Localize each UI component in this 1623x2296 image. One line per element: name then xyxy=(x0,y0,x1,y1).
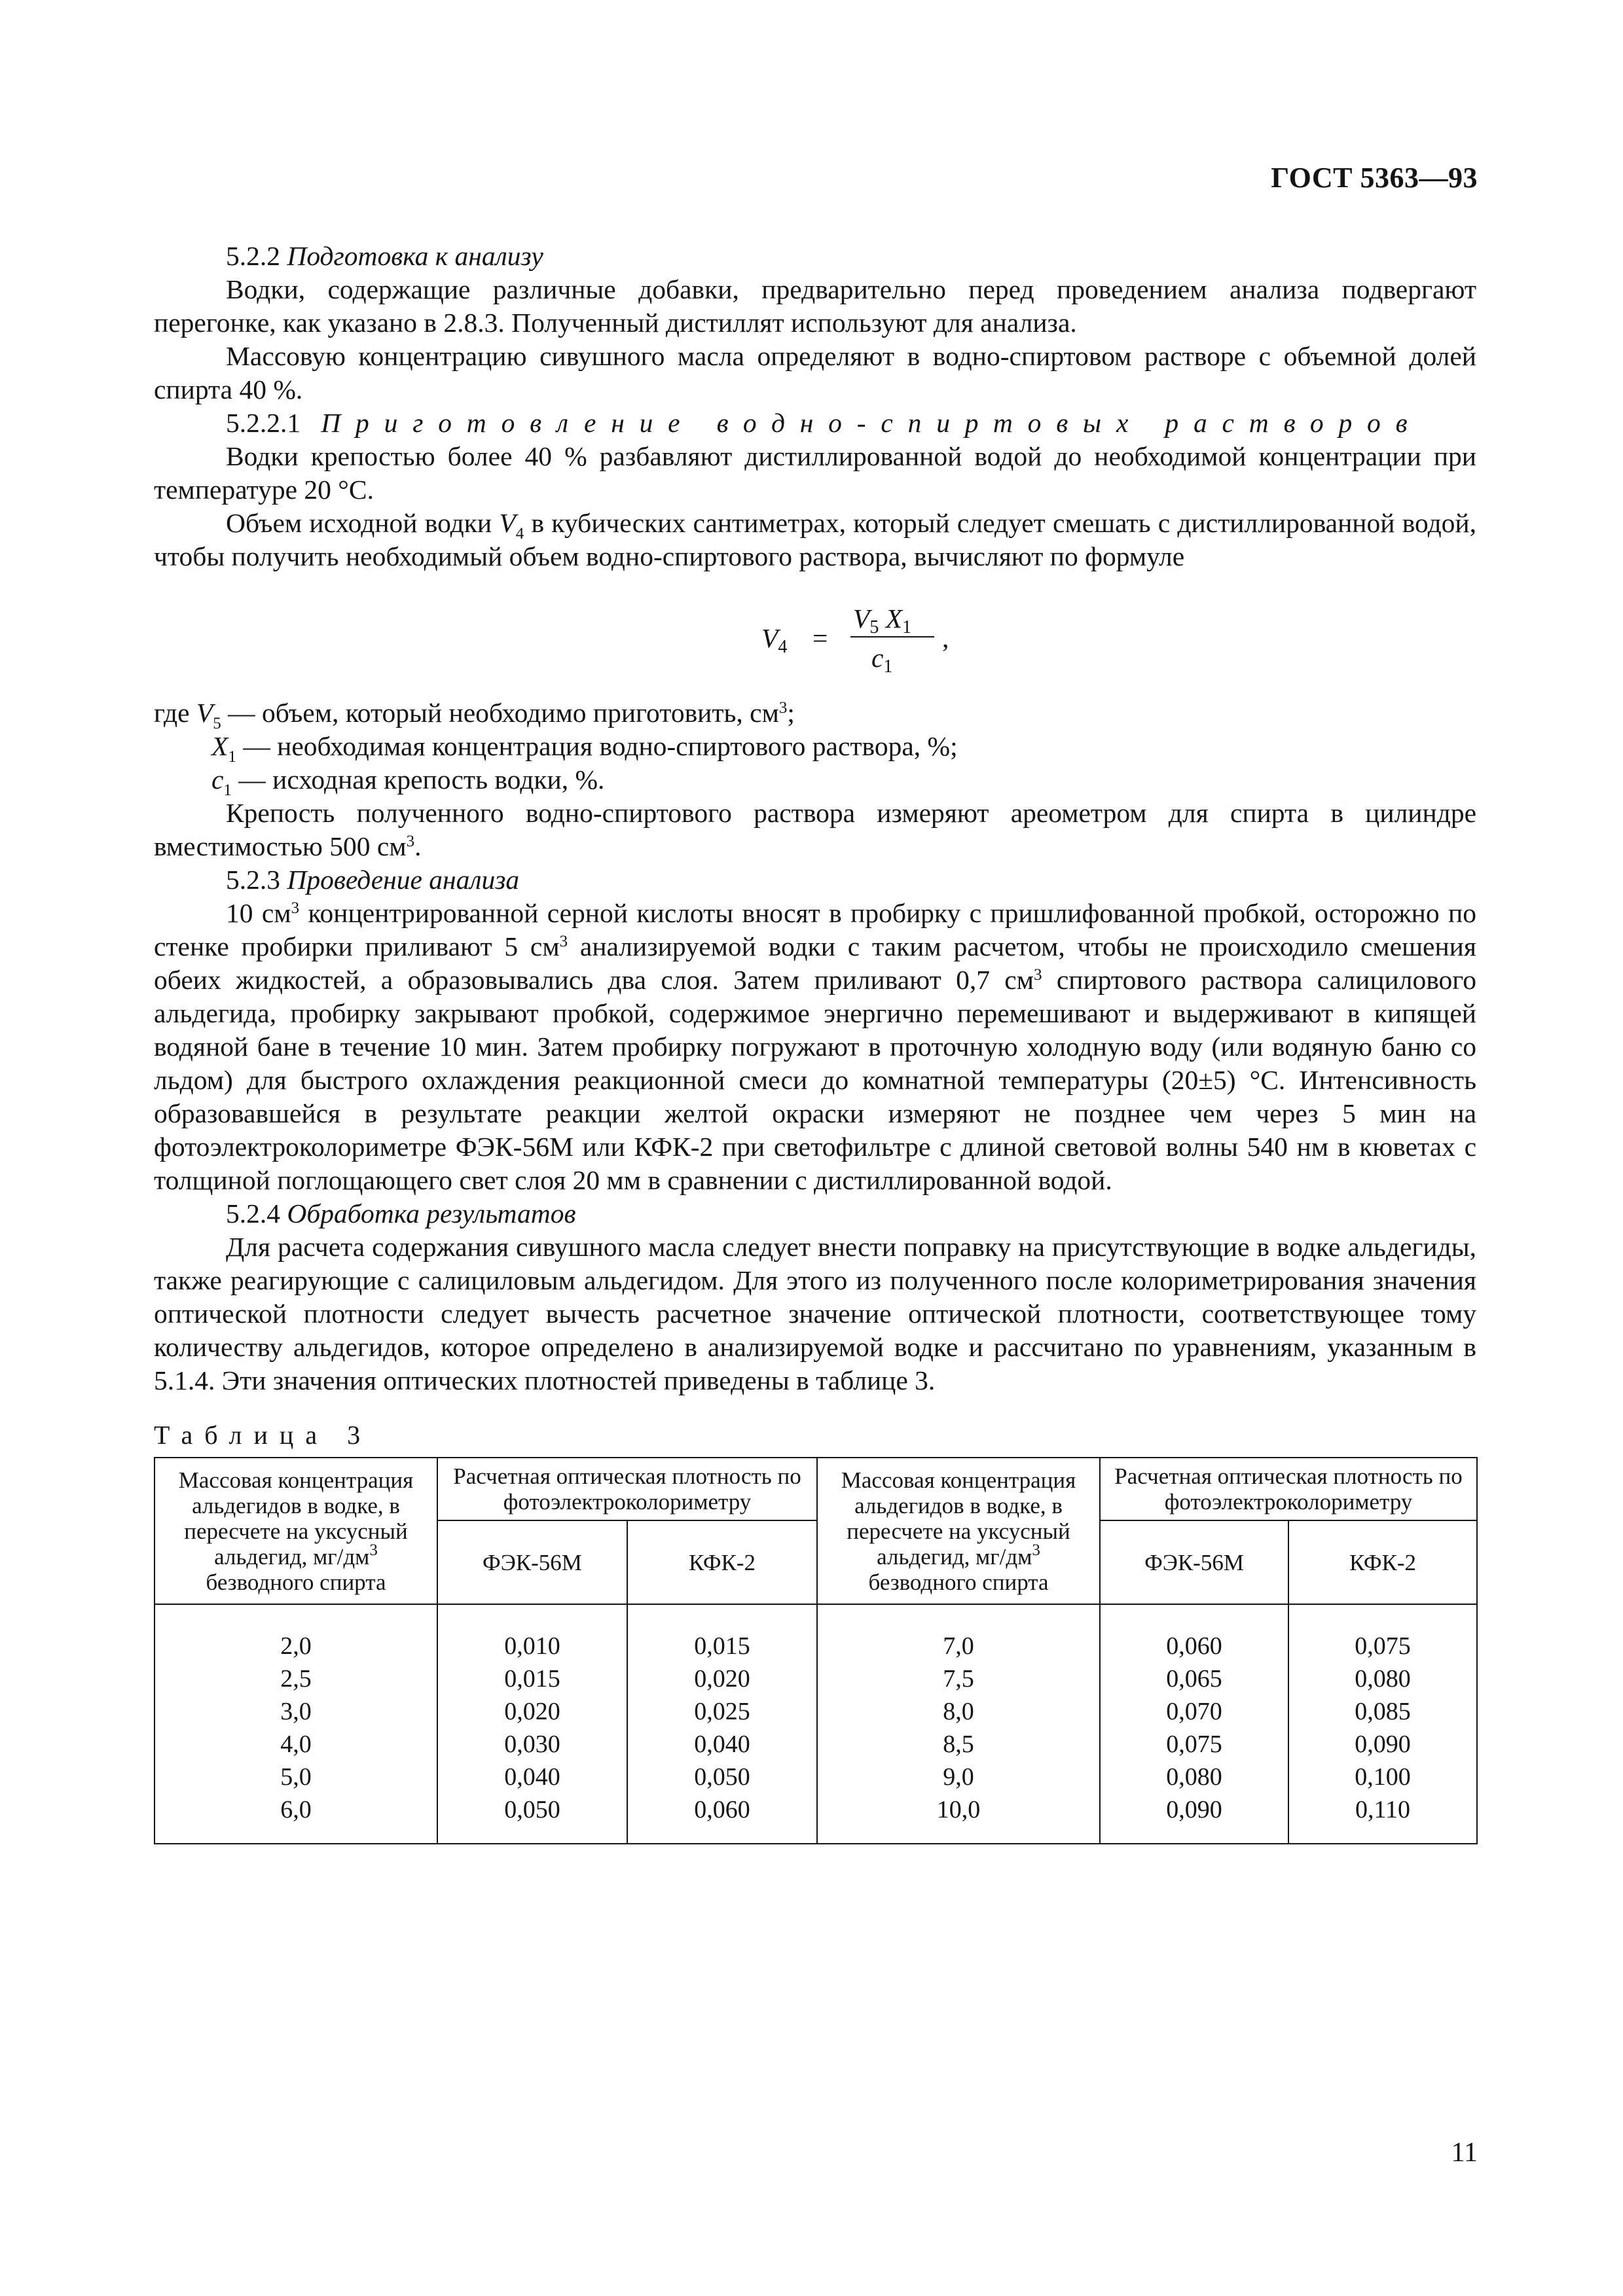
document-header: ГОСТ 5363—93 xyxy=(1271,162,1478,194)
where-line: где $V_5$ — объем, который необходимо приготовить, $см^3$; xyxy=(154,698,795,732)
table-3 xyxy=(154,1457,1478,1844)
column-header-concentration: Массовая концентрация альдегидов в водке, в пересчете на уксусный альдегид, $мг/дм^3$ безводного спирта xyxy=(155,1458,437,1604)
section-5-2-2-heading xyxy=(154,240,1476,273)
column-kfk-left: 0,015 0,020 0,025 0,040 0,050 0,060 xyxy=(627,1604,817,1844)
column-header-density: Расчетная оптическая плотность по фотоэлектроколориметру xyxy=(1100,1458,1477,1520)
table-caption: Таблица 3 xyxy=(154,1420,373,1450)
column-concentration-right: 7,0 7,5 8,0 8,5 9,0 10,0 xyxy=(817,1604,1100,1844)
paragraph: Для расчета содержания сивушного масла следует внести поправку на присутствующие в водке альдегиды, также реагирующие с салициловым альдегидом. Для этого из полученного после колориметрирования значения оптической плотности следует вычесть расчетное значение оптической плотности, соответствующее тому количеству альдегидов, которое определено в анализируемой водке и рассчитано по уравнениям, указанным в 5.1.4. Эти значения оптических плотностей приведены в таблице 3. xyxy=(154,1232,1476,1395)
document-body xyxy=(154,240,1476,1844)
fraction-bar xyxy=(850,636,934,637)
formula-numerator: $V_5$ $X_1$ xyxy=(853,603,912,637)
paragraph: Крепость полученного водно-спиртового раствора измеряют ареометром для спирта в цилиндре вместимостью 500 $см^3$. xyxy=(154,798,1476,861)
table-data-row xyxy=(155,1604,1477,1844)
section-number: 5.2.2 xyxy=(226,241,280,271)
column-header-concentration: Массовая концентрация альдегидов в водке, в пересчете на уксусный альдегид, $мг/дм^3$ безводного спирта xyxy=(817,1458,1100,1604)
paragraph: Объем исходной водки $V_4$ в кубических сантиметрах, который следует смешать с дистиллированной водой, чтобы получить необходимый объем водно-спиртового раствора, вычисляют по формуле xyxy=(154,508,1477,571)
column-header-kfk: КФК-2 xyxy=(627,1520,817,1604)
paragraph: 10 $см^3$ концентрированной серной кислоты вносят в пробирку с пришлифованной пробкой, осторожно по стенке пробирки приливают 5 $см^3$ анализируемой водки с таким расчетом, чтобы не происходило смешения обеих жидкостей, а образовывались два слоя. Затем приливают 0,7 $см^3$ спиртового раствора салицилового альдегида, пробирку закрывают пробкой, содержимое энергично перемешивают и выдерживают в кипящей водяной бане в течение 10 мин. Затем пробирку погружают в проточную холодную воду (или водяную баню со льдом) для быстрого охлаждения реакционной смеси до комнатной температуры (20±5) °С. Интенсивность образовавшейся в результате реакции желтой окраски измеряют не позднее чем через 5 мин на фотоэлектроколориметре ФЭК-56М или КФК-2 при светофильтре с длиной световой волны 540 нм в кюветах с толщиной поглощающего свет слоя 20 мм в сравнении с дистиллированной водой. xyxy=(154,898,1476,1195)
formula: $V_4$ = $V_5$ $X_1$ $c_1$ , xyxy=(154,573,1476,696)
section-title: Подготовка к анализу xyxy=(287,241,543,271)
section-5-2-3-heading xyxy=(154,863,1476,897)
column-header-density: Расчетная оптическая плотность по фотоэлектроколориметру xyxy=(437,1458,817,1520)
paragraph: Водки, содержащие различные добавки, предварительно перед проведением анализа подвергают перегонке, как указано в 2.8.3. Полученный дистиллят используют для анализа. xyxy=(154,274,1476,338)
column-kfk-right: 0,075 0,080 0,085 0,090 0,100 0,110 xyxy=(1288,1604,1477,1844)
where-line: $c_1$ — исходная крепость водки, %. xyxy=(211,764,605,799)
section-title: Обработка результатов xyxy=(287,1198,576,1229)
column-fek-right: 0,060 0,065 0,070 0,075 0,080 0,090 xyxy=(1100,1604,1288,1844)
variable: V xyxy=(499,508,516,538)
where-line: $X_1$ — необходимая концентрация водно-спиртового раствора, %; xyxy=(211,731,958,766)
page-number: 11 xyxy=(1451,2138,1478,2168)
column-header-fek: ФЭК-56М xyxy=(1100,1520,1288,1604)
column-header-fek: ФЭК-56М xyxy=(437,1520,627,1604)
paragraph: Водки крепостью более 40 % разбавляют дистиллированной водой до необходимой концентрации при температуре 20 °С. xyxy=(154,441,1476,505)
section-number: 5.2.3 xyxy=(226,865,280,895)
section-5-2-4-heading xyxy=(154,1197,1476,1230)
section-title: Приготовление водно-спиртовых растворов xyxy=(321,408,1423,438)
section-title: Проведение анализа xyxy=(287,865,520,895)
section-number: 5.2.4 xyxy=(226,1198,280,1229)
column-concentration-left: 2,0 2,5 3,0 4,0 5,0 6,0 xyxy=(155,1604,437,1844)
column-fek-left: 0,010 0,015 0,020 0,030 0,040 0,050 xyxy=(437,1604,627,1844)
column-header-kfk: КФК-2 xyxy=(1288,1520,1477,1604)
paragraph: Массовую концентрацию сивушного масла определяют в водно-спиртовом растворе с объемной долей спирта 40 %. xyxy=(154,341,1476,404)
section-5-2-2-1-heading xyxy=(154,406,1476,440)
section-number: 5.2.2.1 xyxy=(226,408,301,438)
formula-denominator: $c_1$ xyxy=(871,643,893,677)
